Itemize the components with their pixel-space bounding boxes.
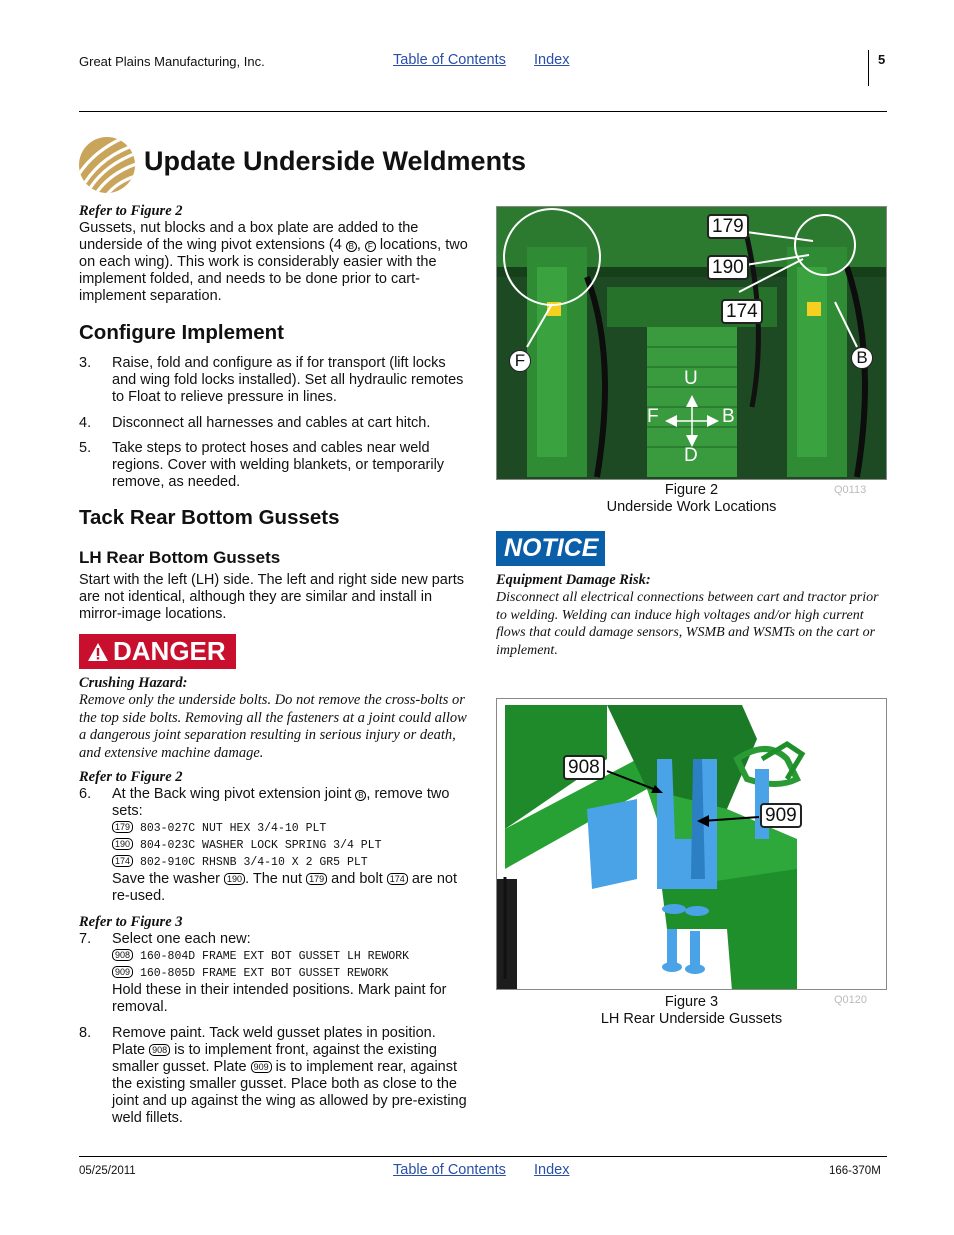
callout-908: 908 bbox=[563, 755, 605, 780]
callout-190: 190 bbox=[707, 255, 749, 280]
step6-refer: Refer to Figure 2 bbox=[79, 769, 183, 785]
step7-text: Select one each new: 908 160-804D FRAME EXT BOT GUSSET LH REWORK 909 160-805D FRAME EXT BOT GUSSET REWORK Hold these in their intended positions. Mark paint for removal. bbox=[112, 931, 472, 1016]
tack-intro: Start with the left (LH) side. The left and right side new parts are not identical, although they are similar and install in mirror-image locations. bbox=[79, 572, 464, 622]
step-text: Take steps to protect hoses and cables near weld regions. Cover with welding blankets, or temporarily remove, as needed. bbox=[112, 440, 445, 490]
compass-up: U bbox=[684, 368, 698, 389]
compass-left: F bbox=[647, 406, 659, 427]
intro-paragraph: Gussets, nut blocks and a box plate are added to the underside of the wing pivot extensions (4 B , F locations, two on each wing). This work is considerably easier with the implement folded, and needs to be done prior to cart-implement separation. bbox=[79, 220, 468, 304]
notice-title: Equipment Damage Risk: bbox=[496, 572, 651, 588]
intro-refer: Refer to Figure 2 bbox=[79, 203, 183, 219]
step-number: 6. bbox=[79, 786, 92, 802]
header-rule bbox=[79, 111, 887, 112]
gusset-render-illustration bbox=[497, 699, 887, 990]
figure2-photo bbox=[496, 206, 887, 480]
step-text: Disconnect all harnesses and cables at cart hitch. bbox=[112, 415, 431, 431]
ref-f-icon: F bbox=[365, 241, 376, 252]
location-f-marker: F bbox=[509, 350, 531, 372]
location-b-marker: B bbox=[851, 347, 873, 369]
lh-subheading: LH Rear Bottom Gussets bbox=[79, 548, 281, 567]
footer-index-link[interactable]: Index bbox=[534, 1162, 570, 1178]
step-number: 8. bbox=[79, 1025, 92, 1041]
notice-text: Disconnect all electrical connections between cart and tractor prior to welding. Welding can induce high voltages and/or high current flows that could damage sensors, WSMB and WSMTs on the cart or implement. bbox=[496, 590, 879, 658]
configure-heading: Configure Implement bbox=[79, 321, 285, 344]
great-plains-logo-icon bbox=[79, 137, 135, 193]
compass-right: B bbox=[722, 406, 735, 427]
footer-doc-number: 166-370M bbox=[829, 1165, 881, 1177]
figure2-code: Q0113 bbox=[834, 484, 867, 496]
step7-refer: Refer to Figure 3 bbox=[79, 914, 183, 930]
part-line: 174 802-910C RHSNB 3/4-10 X 2 GR5 PLT bbox=[112, 854, 472, 871]
part-line: 179 803-027C NUT HEX 3/4-10 PLT bbox=[112, 820, 472, 837]
callout-179: 179 bbox=[707, 214, 749, 239]
ref-b-icon: B bbox=[346, 241, 357, 252]
underside-photo-illustration bbox=[497, 207, 887, 480]
tack-heading: Tack Rear Bottom Gussets bbox=[79, 506, 340, 529]
step-number: 3. bbox=[79, 355, 92, 371]
figure3-code: Q0120 bbox=[834, 994, 868, 1006]
danger-hazard-title: Crushing Hazard: bbox=[79, 675, 188, 691]
figure3-image bbox=[496, 698, 887, 990]
part-line: 908 160-804D FRAME EXT BOT GUSSET LH REWORK bbox=[112, 948, 472, 965]
ref-b-icon: B bbox=[355, 790, 366, 801]
figure3-caption: Figure 3 LH Rear Underside Gussets bbox=[600, 994, 783, 1027]
danger-text: Remove only the underside bolts. Do not remove the cross-bolts or the top side bolts. Removing all the fasteners at a joint could allow a dangerous joint separation resulting in serious injury or death, and extensive machine damage. bbox=[79, 692, 467, 761]
page-title: Update Underside Weldments bbox=[144, 146, 527, 176]
step6-text: At the Back wing pivot extension joint B , remove two sets: 179 803-027C NUT HEX 3/4-10 PLT 190 804-023C WASHER LOCK SPRING 3/4 PLT 174 802-910C RHSNB 3/4-10 X 2 GR5 PLT Save the washer 190 . The nut 179 and bolt 174 are not re-used. bbox=[112, 786, 472, 905]
header-index-link[interactable]: Index bbox=[534, 52, 570, 68]
header-divider bbox=[868, 50, 869, 86]
warning-triangle-icon bbox=[87, 642, 109, 662]
step-number: 4. bbox=[79, 415, 92, 431]
step-number: 5. bbox=[79, 440, 92, 456]
figure2-caption: Figure 2 Underside Work Locations bbox=[606, 482, 777, 515]
header-toc-link[interactable]: Table of Contents bbox=[393, 52, 506, 68]
footer-rule bbox=[79, 1156, 887, 1157]
footer-date: 05/25/2011 bbox=[79, 1165, 136, 1177]
page-number: 5 bbox=[878, 52, 886, 67]
part-line: 190 804-023C WASHER LOCK SPRING 3/4 PLT bbox=[112, 837, 472, 854]
callout-174: 174 bbox=[721, 299, 763, 324]
danger-label: DANGER bbox=[79, 634, 236, 669]
step8-text: Remove paint. Tack weld gusset plates in position. Plate 908 is to implement front, against the existing smaller gusset. Plate 909 is to implement rear, against the existing smaller gusset. Place both as close to the joint and up against the wing as allowed by pre-existing weld fillets. bbox=[112, 1025, 467, 1126]
footer-toc-link[interactable]: Table of Contents bbox=[393, 1162, 506, 1178]
notice-label: NOTICE bbox=[496, 531, 605, 566]
compass-down: D bbox=[684, 445, 698, 466]
callout-909: 909 bbox=[760, 803, 802, 828]
step-number: 7. bbox=[79, 931, 92, 947]
part-line: 909 160-805D FRAME EXT BOT GUSSET REWORK bbox=[112, 965, 472, 982]
company-name: Great Plains Manufacturing, Inc. bbox=[79, 54, 265, 69]
step-text: Raise, fold and configure as if for transport (lift locks and wing fold locks installed). Set all hydraulic remotes to Float to relieve pressure in lines. bbox=[112, 355, 464, 405]
